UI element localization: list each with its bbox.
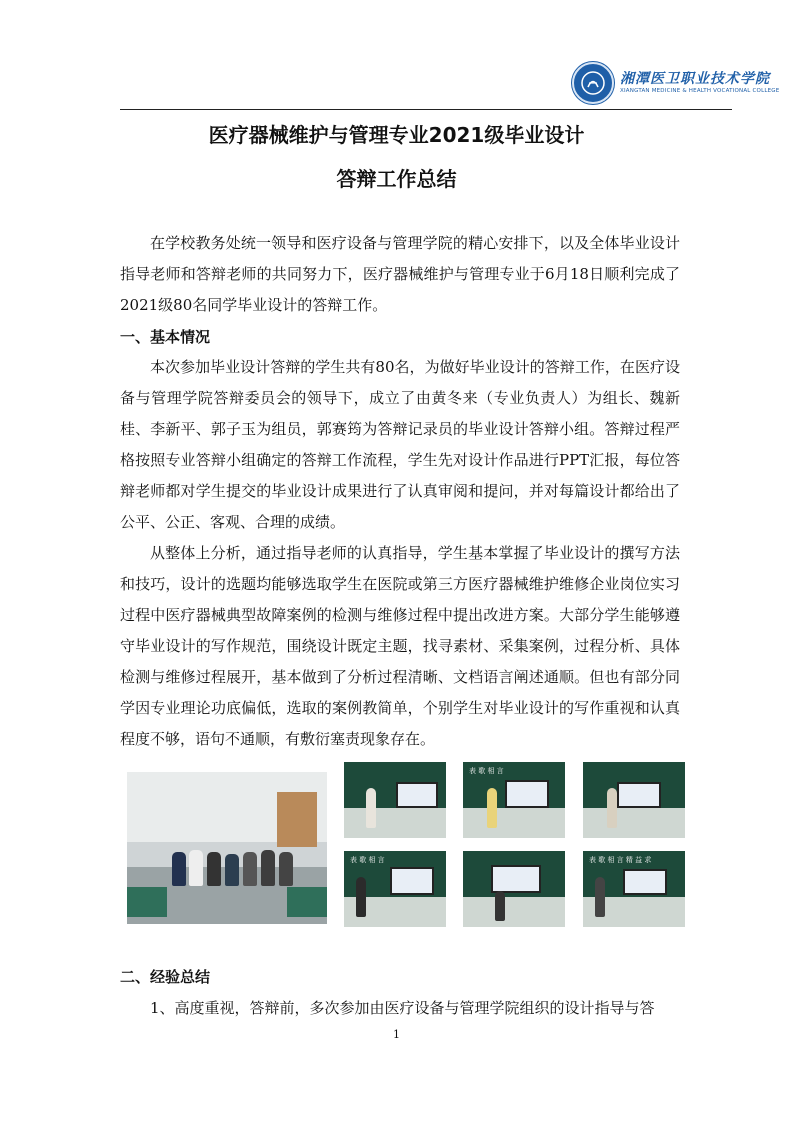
group-photo (127, 772, 327, 924)
intro-paragraph: 在学校教务处统一领导和医疗设备与管理学院的精心安排下，以及全体毕业设计指导老师和答辩老师的共同努力下，医疗器械维护与管理专业于6月18日顺利完成了2021级80名同学毕业设计的答辩工作。 (120, 234, 680, 314)
school-seal-icon (572, 62, 614, 104)
section-1-paragraph-1: 本次参加毕业设计答辩的学生共有80名，为做好毕业设计的答辩工作，在医疗设备与管理学院答辩委员会的领导下，成立了由黄冬来（专业负责人）为组长、魏新桂、李新平、郭子玉为组员，郭赛筠为答辩记录员的毕业设计答辩小组。答辩过程严格按照专业答辩小组确定的答辩工作流程，学生先对设计作品进行PPT汇报，每位答辩老师都对学生提交的毕业设计成果进行了认真审阅和提问，并对每篇设计都给出了公平、公正、客观、合理的成绩。 (120, 358, 680, 531)
section-2-heading: 二、经验总结 (120, 968, 211, 986)
document-title: 医疗器械维护与管理专业2021级毕业设计 (208, 123, 585, 147)
page-number: 1 (393, 1028, 400, 1041)
board-slogan: 表 歌 相 言 (350, 856, 385, 864)
defense-photo-3 (583, 762, 685, 838)
school-name-cn: 湘潭医卫职业技术学院 (620, 71, 770, 88)
school-logo (572, 62, 779, 104)
board-slogan: 表 歌 相 言 (469, 767, 504, 775)
defense-photo-5 (463, 851, 565, 927)
header-divider (120, 109, 732, 110)
defense-photo-4 (344, 851, 446, 927)
document-subtitle: 答辩工作总结 (336, 167, 457, 191)
section-1-paragraph-2: 从整体上分析，通过指导老师的认真指导，学生基本掌握了毕业设计的撰写方法和技巧，设计的选题均能够选取学生在医院或第三方医疗器械维护维修企业岗位实习过程中医疗器械典型故障案例的检测与维修过程中提出改进方案。大部分学生能够遵守毕业设计的写作规范，围绕设计既定主题，找寻素材、采集案例，过程分析、具体检测与维修过程展开，基本做到了分析过程清晰、文档语言阐述通顺。但也有部分同学因专业理论功底偏低，选取的案例教简单，个别学生对毕业设计的写作重视和认真程度不够，语句不通顺，有敷衍塞责现象存在。 (120, 544, 680, 748)
section-2-paragraph-1: 1、高度重视，答辩前，多次参加由医疗设备与管理学院组织的设计指导与答 (150, 999, 655, 1017)
defense-photo-1 (344, 762, 446, 838)
defense-photo-6 (583, 851, 685, 927)
section-1-heading: 一、基本情况 (120, 328, 211, 346)
board-slogan-long: 表 歌 相 言 精 益 求 (589, 856, 652, 864)
defense-photo-2 (463, 762, 565, 838)
school-name-en: XIANGTAN MEDICINE & HEALTH VOCATIONAL COLLEGE (620, 87, 780, 94)
